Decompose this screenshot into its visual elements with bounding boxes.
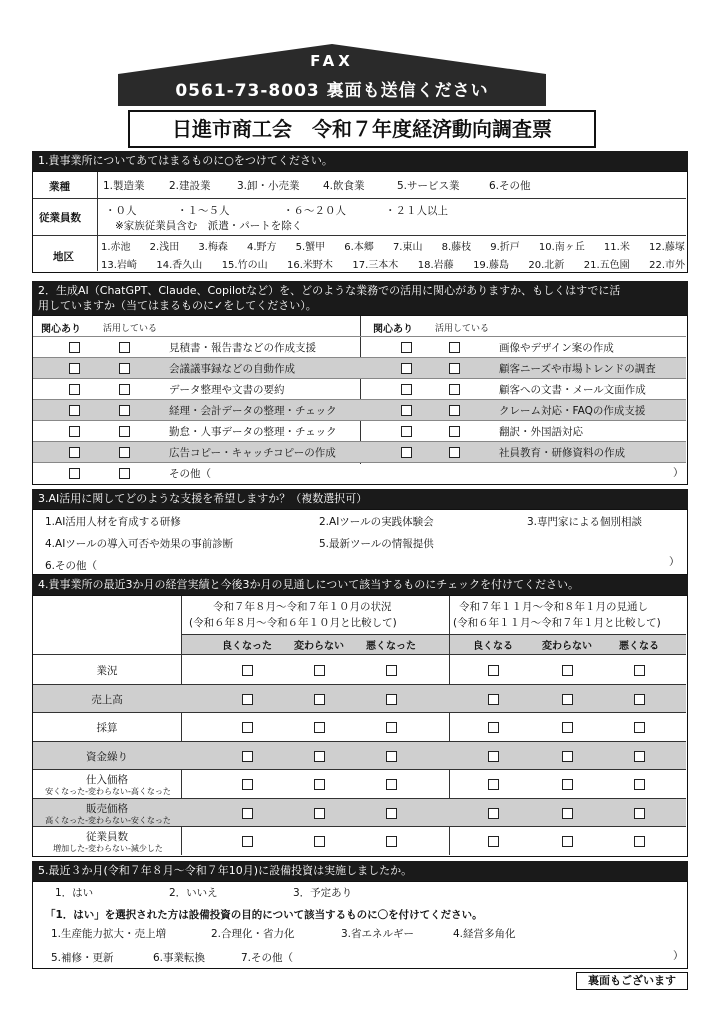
- checkbox[interactable]: [69, 384, 80, 395]
- industry-option[interactable]: 2.建設業: [169, 180, 211, 192]
- checkbox[interactable]: [562, 808, 573, 819]
- checkbox[interactable]: [449, 342, 460, 353]
- period2-line2: (令和６年１１月～令和７年１月と比較して): [453, 617, 661, 629]
- capex-option-yes[interactable]: 1．はい: [55, 887, 94, 899]
- fax-label: FAX: [310, 52, 354, 70]
- trend-column-header: 悪くなった: [366, 641, 416, 652]
- area-option[interactable]: 18.岩藤: [417, 260, 454, 271]
- area-option[interactable]: 10.南ヶ丘: [538, 242, 585, 253]
- support-option[interactable]: 2.AIツールの実践体験会: [319, 516, 434, 528]
- checkbox[interactable]: [634, 665, 645, 676]
- section2-title: [32, 281, 688, 315]
- checkbox[interactable]: [449, 447, 460, 458]
- checkbox[interactable]: [119, 447, 130, 458]
- industry-option[interactable]: 3.卸・小売業: [237, 180, 300, 192]
- purpose-other[interactable]: 7.その他（: [241, 952, 294, 964]
- checkbox[interactable]: [562, 779, 573, 790]
- trend-row-sublabel: 安くなった-変わらない-高くなった: [45, 787, 171, 796]
- row-divider: [33, 462, 686, 463]
- period1-line1: 令和７年８月～令和７年１０月の状況: [213, 601, 392, 613]
- checkbox[interactable]: [449, 363, 460, 374]
- checkbox[interactable]: [119, 405, 130, 416]
- section5-title: 5.最近３か月(令和７年８月～令和７年10月)に設備投資は実施しましたか。: [32, 861, 688, 881]
- checkbox[interactable]: [488, 722, 499, 733]
- ai-use-other-close: ）: [673, 467, 684, 479]
- ai-use-item: 見積書・報告書などの作成支援: [169, 342, 316, 354]
- checkbox[interactable]: [488, 836, 499, 847]
- checkbox[interactable]: [69, 342, 80, 353]
- employees-option[interactable]: ・２１人以上: [385, 205, 448, 217]
- ai-use-item: 顧客ニーズや市場トレンドの調査: [499, 363, 656, 375]
- row-divider: [33, 420, 686, 421]
- industry-option[interactable]: 6.その他: [489, 180, 531, 192]
- checkbox[interactable]: [242, 694, 253, 705]
- ai-use-item: 顧客への文書・メール文面作成: [499, 384, 646, 396]
- checkbox[interactable]: [634, 751, 645, 762]
- checkbox[interactable]: [119, 342, 130, 353]
- area-option[interactable]: 11.米: [603, 242, 630, 253]
- checkbox[interactable]: [69, 363, 80, 374]
- area-option[interactable]: 20.北新: [528, 260, 565, 271]
- ai-use-item: 広告コピー・キャッチコピーの作成: [169, 447, 336, 459]
- trend-row-sublabel: 増加した-変わらない-減少した: [53, 844, 163, 853]
- checkbox[interactable]: [69, 447, 80, 458]
- trend-column-header: 良くなった: [222, 641, 272, 652]
- ai-use-other[interactable]: その他（: [169, 468, 211, 480]
- checkbox[interactable]: [488, 665, 499, 676]
- checkbox[interactable]: [69, 426, 80, 437]
- row-divider: [33, 441, 686, 442]
- checkbox[interactable]: [562, 751, 573, 762]
- area-option[interactable]: 3.梅森: [198, 242, 228, 253]
- row-divider: [33, 357, 686, 358]
- checkbox[interactable]: [449, 426, 460, 437]
- checkbox[interactable]: [401, 405, 412, 416]
- employees-option[interactable]: ・０人: [105, 205, 137, 217]
- ai-use-item: クレーム対応・FAQの作成支援: [499, 405, 646, 417]
- col-interest: 関心あり: [41, 324, 81, 335]
- employees-note: ※家族従業員含む 派遣・パートを除く: [115, 220, 303, 232]
- checkbox[interactable]: [69, 405, 80, 416]
- area-option[interactable]: 12.藤塚: [648, 242, 685, 253]
- checkbox[interactable]: [242, 836, 253, 847]
- checkbox[interactable]: [634, 836, 645, 847]
- checkbox[interactable]: [119, 384, 130, 395]
- industry-label: 業種: [49, 181, 70, 193]
- checkbox[interactable]: [314, 694, 325, 705]
- checkbox[interactable]: [314, 779, 325, 790]
- checkbox[interactable]: [386, 751, 397, 762]
- checkbox[interactable]: [314, 665, 325, 676]
- capex-option-planned[interactable]: 3．予定あり: [293, 887, 353, 899]
- industry-option[interactable]: 5.サービス業: [397, 180, 460, 192]
- industry-option[interactable]: 4.飲食業: [323, 180, 365, 192]
- col-interest: 関心あり: [373, 324, 413, 335]
- employees-option[interactable]: ・１～５人: [177, 205, 230, 217]
- area-option[interactable]: 21.五色園: [583, 260, 630, 271]
- checkbox[interactable]: [386, 779, 397, 790]
- area-option[interactable]: 17.三本木: [352, 260, 399, 271]
- checkbox[interactable]: [242, 779, 253, 790]
- period1-line2: (令和６年８月～令和６年１０月と比較して): [189, 617, 397, 629]
- area-option[interactable]: 15.竹の山: [221, 260, 268, 271]
- checkbox[interactable]: [488, 694, 499, 705]
- area-option[interactable]: 5.蟹甲: [295, 242, 326, 253]
- checkbox[interactable]: [401, 384, 412, 395]
- purpose-option[interactable]: 2.合理化・省力化: [211, 928, 295, 940]
- checkbox[interactable]: [119, 468, 130, 479]
- purpose-option[interactable]: 5.補修・更新: [51, 952, 114, 964]
- trend-row-sublabel: 高くなった-変わらない-安くなった: [45, 816, 171, 825]
- purpose-other-close: ）: [673, 950, 684, 962]
- capex-option-no[interactable]: 2．いいえ: [169, 887, 218, 899]
- checkbox[interactable]: [401, 447, 412, 458]
- checkbox[interactable]: [386, 836, 397, 847]
- section5-box: [32, 881, 688, 969]
- ai-use-item: 勤怠・人事データの整理・チェック: [169, 426, 337, 438]
- checkbox[interactable]: [634, 779, 645, 790]
- employees-label: 従業員数: [39, 212, 81, 224]
- checkbox[interactable]: [386, 722, 397, 733]
- period2-line1: 令和７年１１月～令和８年１月の見通し: [459, 601, 648, 613]
- checkbox[interactable]: [314, 808, 325, 819]
- row-divider: [33, 741, 686, 742]
- trend-row-label: 仕入価格: [86, 774, 128, 786]
- section2-table: [32, 315, 688, 485]
- ai-use-item: 社員教育・研修資料の作成: [499, 447, 625, 459]
- checkbox[interactable]: [242, 665, 253, 676]
- trend-row-label: 採算: [96, 722, 118, 734]
- checkbox[interactable]: [242, 751, 253, 762]
- capex-followup: 「1．はい」を選択された方は設備投資の目的について該当するものに〇を付けてください。: [45, 909, 483, 921]
- section4-title: 4.貴事業所の最近3か月の経営実績と今後3か月の見通しについて該当するものにチェックを付けてください。: [32, 575, 688, 595]
- checkbox[interactable]: [401, 363, 412, 374]
- ai-use-item: 経理・会計データの整理・チェック: [169, 405, 337, 417]
- col-using: 活用している: [435, 324, 490, 334]
- area-option[interactable]: 14.香久山: [156, 260, 203, 271]
- area-option[interactable]: 2.浅田: [149, 242, 180, 253]
- checkbox[interactable]: [488, 751, 499, 762]
- checkbox[interactable]: [634, 808, 645, 819]
- ai-use-item: 翻訳・外国語対応: [499, 426, 583, 438]
- support-option[interactable]: 1.AI活用人材を育成する研修: [45, 516, 181, 528]
- col-using: 活用している: [103, 324, 158, 334]
- section1-table: [32, 171, 688, 273]
- trend-column-header: 良くなる: [473, 641, 513, 652]
- row-divider: [33, 336, 686, 337]
- checkbox[interactable]: [242, 722, 253, 733]
- checkbox[interactable]: [562, 836, 573, 847]
- checkbox[interactable]: [562, 722, 573, 733]
- row-divider: [33, 684, 686, 685]
- checkbox[interactable]: [401, 426, 412, 437]
- support-option[interactable]: 4.AIツールの導入可否や効果の事前診断: [45, 538, 234, 550]
- section2-title-line2: 用していますか（当てはまるものに✓をしてください）。: [38, 299, 317, 312]
- checkbox[interactable]: [314, 836, 325, 847]
- row-divider: [33, 378, 686, 379]
- employees-option[interactable]: ・６～２０人: [283, 205, 346, 217]
- checkbox[interactable]: [634, 694, 645, 705]
- area-option[interactable]: 22.市外: [649, 260, 685, 271]
- section2-title-line1: 2．生成AI（ChatGPT、Claude、Copilotなど）を、どのような業務での活用に関心がありますか、もしくはすでに活: [38, 284, 621, 297]
- checkbox[interactable]: [449, 384, 460, 395]
- checkbox[interactable]: [314, 722, 325, 733]
- area-option[interactable]: 6.本郷: [344, 242, 374, 253]
- support-other-close: ）: [669, 556, 680, 568]
- area-option[interactable]: 13.岩崎: [101, 260, 137, 271]
- checkbox[interactable]: [314, 751, 325, 762]
- checkbox[interactable]: [242, 808, 253, 819]
- row-divider: [33, 826, 686, 827]
- area-label: 地区: [53, 251, 74, 263]
- purpose-option[interactable]: 3.省エネルギー: [341, 928, 415, 940]
- back-page-note: 裏面もございます: [576, 972, 688, 990]
- purpose-option[interactable]: 1.生産能力拡大・売上増: [51, 928, 167, 940]
- industry-option[interactable]: 1.製造業: [103, 180, 145, 192]
- section3-title: 3.AI活用に関してどのような支援を希望しますか？（複数選択可）: [32, 489, 688, 509]
- checkbox[interactable]: [449, 405, 460, 416]
- checkbox[interactable]: [386, 665, 397, 676]
- row-divider: [33, 769, 686, 770]
- ai-use-item: データ整理や文書の要約: [169, 384, 285, 396]
- trend-row-label: 資金繰り: [86, 751, 128, 763]
- checkbox[interactable]: [401, 342, 412, 353]
- support-option[interactable]: 3.専門家による個別相談: [527, 516, 643, 528]
- purpose-option[interactable]: 6.事業転換: [153, 952, 206, 964]
- trend-row-label: 売上高: [91, 694, 123, 706]
- area-option[interactable]: 16.米野木: [287, 260, 333, 271]
- row-divider: [33, 798, 686, 799]
- section3-box: [32, 509, 688, 575]
- checkbox[interactable]: [119, 363, 130, 374]
- trend-row-label: 従業員数: [86, 831, 128, 843]
- checkbox[interactable]: [119, 426, 130, 437]
- area-option[interactable]: 19.藤島: [473, 260, 509, 271]
- section4-table: [32, 595, 688, 857]
- checkbox[interactable]: [69, 468, 80, 479]
- trend-row-label: 販売価格: [86, 803, 128, 815]
- trend-column-header: 変わらない: [542, 641, 592, 652]
- row-divider: [33, 712, 686, 713]
- section1-title: 1.貴事業所についてあてはまるものに○をつけてください。: [32, 151, 688, 171]
- area-option[interactable]: 1.赤池: [101, 242, 131, 253]
- ai-use-item: 画像やデザイン案の作成: [499, 342, 614, 354]
- checkbox[interactable]: [488, 779, 499, 790]
- support-other[interactable]: 6.その他（: [45, 560, 98, 572]
- page-title: 日進市商工会 令和７年度経済動向調査票: [128, 110, 596, 148]
- trend-column-header: 変わらない: [294, 641, 344, 652]
- checkbox[interactable]: [386, 694, 397, 705]
- trend-row-label: 業況: [96, 665, 118, 677]
- ai-use-item: 会議議事録などの自動作成: [169, 363, 295, 375]
- area-option[interactable]: 4.野方: [246, 242, 277, 253]
- checkbox[interactable]: [634, 722, 645, 733]
- checkbox[interactable]: [488, 808, 499, 819]
- checkbox[interactable]: [386, 808, 397, 819]
- area-option[interactable]: 9.折戸: [490, 242, 520, 253]
- checkbox[interactable]: [562, 665, 573, 676]
- area-option[interactable]: 7.東山: [392, 242, 423, 253]
- support-option[interactable]: 5.最新ツールの情報提供: [319, 538, 434, 550]
- trend-column-header: 悪くなる: [619, 641, 659, 652]
- purpose-option[interactable]: 4.経営多角化: [453, 928, 516, 940]
- fax-number: 0561-73-8003 裏面も送信ください: [175, 81, 489, 101]
- row-divider: [33, 399, 686, 400]
- checkbox[interactable]: [562, 694, 573, 705]
- area-option[interactable]: 8.藤枝: [441, 242, 472, 253]
